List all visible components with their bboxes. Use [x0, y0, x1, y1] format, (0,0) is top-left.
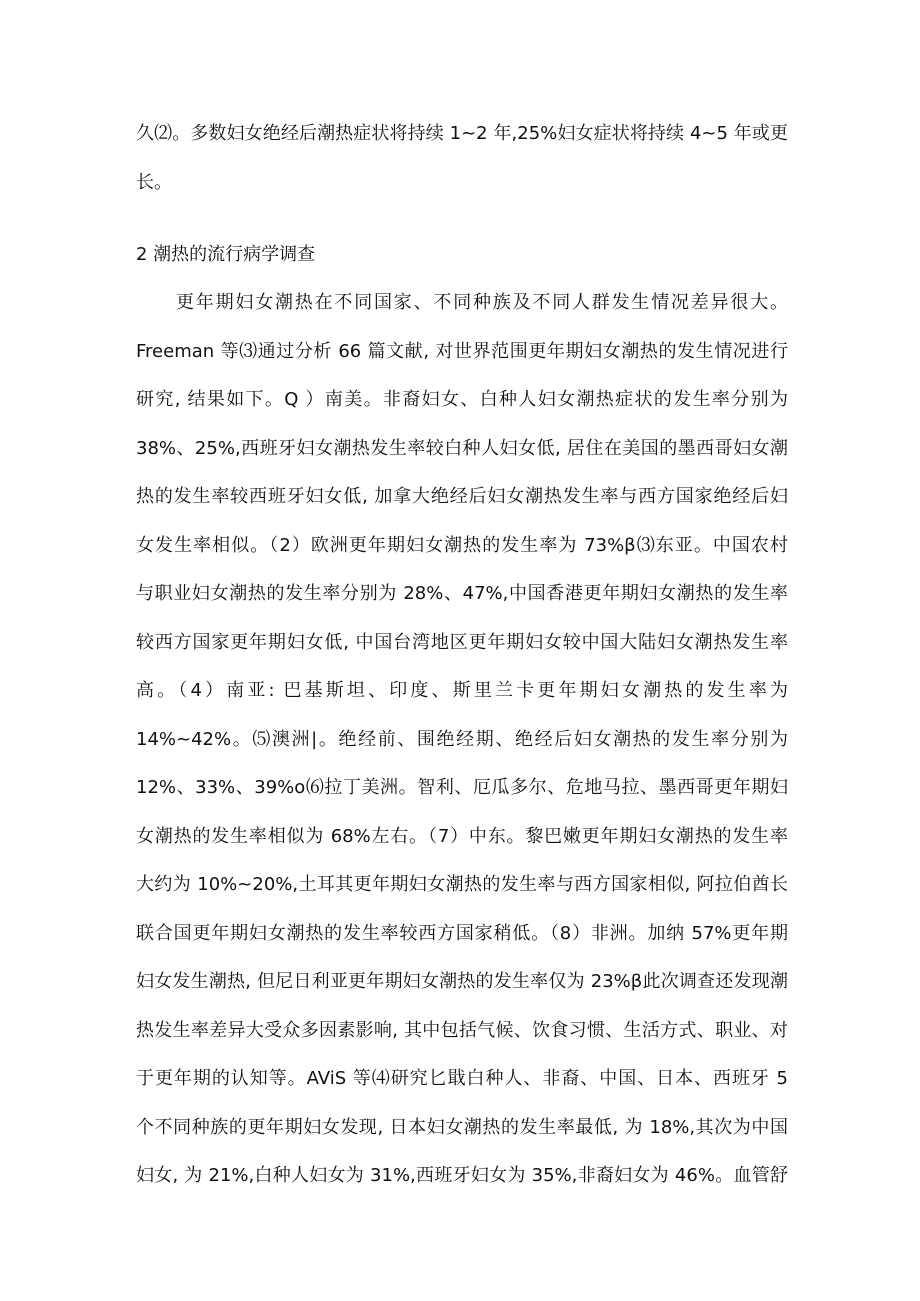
body-line: 个不同种族的更年期妇女发现, 日本妇女潮热的发生率最低, 为 18%,其次为中国 — [136, 1117, 788, 1138]
body-line: 大约为 10%~20%,土耳其更年期妇女潮热的发生率与西方国家相似, 阿拉伯酋长 — [136, 874, 788, 895]
body-line: 研究, 结果如下。Q ）南美。非裔妇女、白种人妇女潮热症状的发生率分别为 — [136, 389, 788, 410]
intro-line-1: 久⑵。多数妇女绝经后潮热症状将持续 1~2 年,25%妇女症状将持续 4~5 年或更 — [136, 123, 788, 144]
body-line: 与职业妇女潮热的发生率分别为 28%、47%,中国香港更年期妇女潮热的发生率 — [136, 583, 788, 604]
body-line: 联合国更年期妇女潮热的发生率较西方国家稍低。（8）非洲。加纳 57%更年期 — [136, 923, 788, 944]
body-line: 女潮热的发生率相似为 68%左右。（7）中东。黎巴嫩更年期妇女潮热的发生率 — [136, 826, 788, 847]
body-line: 12%、33%、39%o⑹拉丁美洲。智利、厄瓜多尔、危地马拉、墨西哥更年期妇 — [136, 777, 788, 798]
body-line: 38%、25%,西班牙妇女潮热发生率较白种人妇女低, 居住在美国的墨西哥妇女潮 — [136, 438, 788, 459]
body-line: Freeman 等⑶通过分析 66 篇文献, 对世界范围更年期妇女潮热的发生情况进行 — [136, 341, 788, 362]
body-line: 热的发生率较西班牙妇女低, 加拿大绝经后妇女潮热发生率与西方国家绝经后妇 — [136, 486, 788, 507]
body-line: 妇女发生潮热, 但尼日利亚更年期妇女潮热的发生率仅为 23%β此次调查还发现潮 — [136, 971, 788, 992]
body-line: 14%~42%。⑸澳洲|。绝经前、围绝经期、绝经后妇女潮热的发生率分别为 — [136, 729, 788, 750]
body-line: 较西方国家更年期妇女低, 中国台湾地区更年期妇女较中国大陆妇女潮热发生率 — [136, 632, 788, 653]
body-line: 热发生率差异大受众多因素影响, 其中包括气候、饮食习惯、生活方式、职业、对 — [136, 1020, 788, 1041]
body-line: 更年期妇女潮热在不同国家、不同种族及不同人群发生情况差异很大。 — [176, 292, 788, 313]
body-line: 高。（4）南亚: 巴基斯坦、印度、斯里兰卡更年期妇女潮热的发生率为 — [136, 680, 788, 701]
intro-line-2: 长。 — [136, 172, 172, 193]
section-heading: 2 潮热的流行病学调查 — [136, 244, 316, 265]
body-line: 于更年期的认知等。AViS 等⑷研究匕戢白种人、非裔、中国、日本、西班牙 5 — [136, 1068, 788, 1089]
body-line: 妇女, 为 21%,白种人妇女为 31%,西班牙妇女为 35%,非裔妇女为 46%。血管舒 — [136, 1165, 788, 1186]
body-line: 女发生率相似。（2）欧洲更年期妇女潮热的发生率为 73%β⑶东亚。中国农村 — [136, 535, 788, 556]
